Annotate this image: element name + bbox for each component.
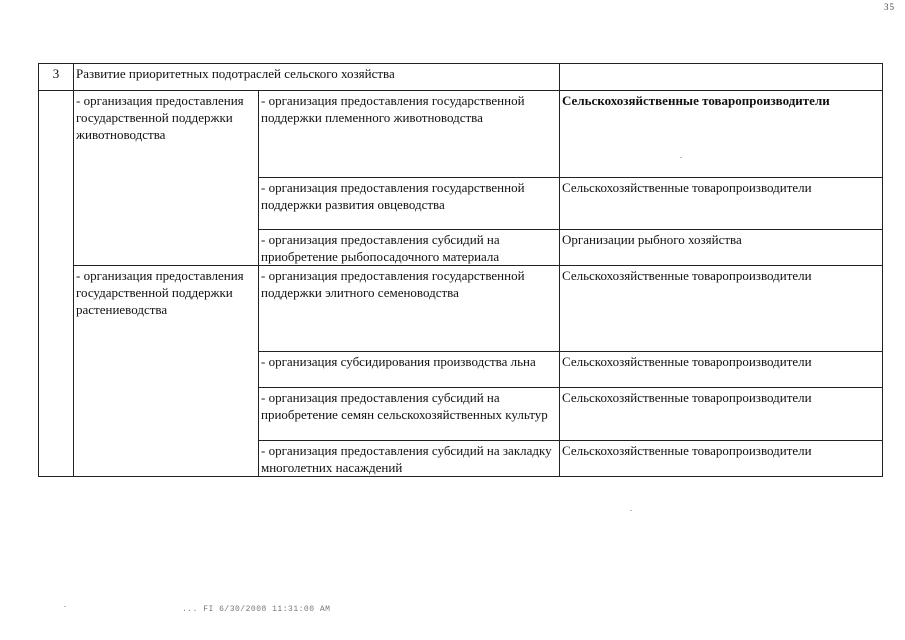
section-number: 3 — [39, 64, 74, 91]
recipient-cell: Организации рыбного хозяйства — [560, 230, 883, 266]
fax-timestamp: ... FI 6/30/2008 11:31:00 AM — [182, 605, 331, 614]
page-number: 35 — [884, 2, 895, 12]
recipient-cell: Сельскохозяйственные товаропроизводители — [560, 266, 883, 352]
activity-cell: - организация предоставления субсидий на приобретение рыбопосадочного материала — [259, 230, 560, 266]
table-row — [39, 266, 883, 352]
recipient-cell: Сельскохозяйственные товаропроизводители — [560, 352, 883, 388]
recipient-cell: Сельскохозяйственные товаропроизводители — [560, 178, 883, 230]
section-empty-cell — [560, 64, 883, 91]
scan-speck — [680, 157, 682, 158]
activity-cell: - организация предоставления государственной поддержки элитного семеноводства — [259, 266, 560, 352]
scan-speck — [630, 510, 632, 511]
scan-speck — [64, 606, 66, 607]
group-name-crops: - организация предоставления государственной поддержки растениеводства — [74, 266, 259, 477]
table-row — [39, 91, 883, 178]
activity-cell: - организация предоставления государственной поддержки развития овцеводства — [259, 178, 560, 230]
section-title: Развитие приоритетных подотраслей сельского хозяйства — [74, 64, 560, 91]
section-header-row — [39, 64, 883, 91]
activity-cell: - организация субсидирования производства льна — [259, 352, 560, 388]
activity-cell: - организация предоставления субсидий на приобретение семян сельскохозяйственных культур — [259, 388, 560, 441]
group-name-livestock: - организация предоставления государственной поддержки животноводства — [74, 91, 259, 266]
number-column-empty — [39, 91, 74, 477]
recipient-cell: Сельскохозяйственные товаропроизводители — [560, 441, 883, 477]
responsibility-table — [38, 63, 883, 477]
recipient-cell: Сельскохозяйственные товаропроизводители — [560, 91, 883, 178]
activity-cell: - организация предоставления государственной поддержки племенного животноводства — [259, 91, 560, 178]
activity-cell: - организация предоставления субсидий на закладку многолетних насаждений — [259, 441, 560, 477]
recipient-cell: Сельскохозяйственные товаропроизводители — [560, 388, 883, 441]
